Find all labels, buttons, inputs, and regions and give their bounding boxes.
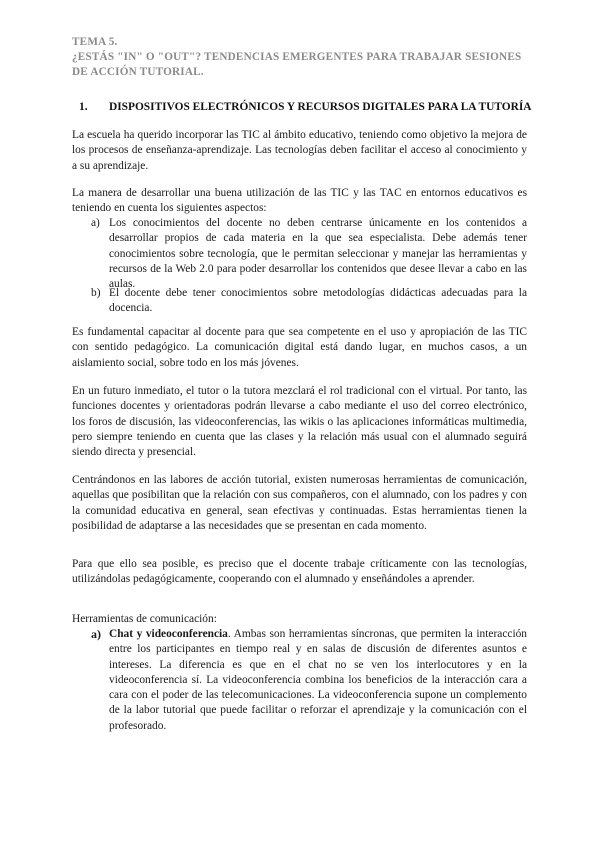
section-title: DISPOSITIVOS ELECTRÓNICOS Y RECURSOS DIGITALES PARA LA TUTORÍA	[109, 101, 532, 113]
document-header	[72, 35, 532, 80]
paragraph-competence: Es fundamental capacitar al docente para que sea competente en el uso y apropiación de las TIC con sentido pedagógico. La comunicación digital está dando lugar, en muchos casos, a un aislamiento social, sobre todo en los más jóvenes.	[72, 326, 527, 369]
tools-heading: Herramientas de comunicación:	[72, 613, 217, 625]
header-topic-title: ¿ESTÁS "IN" O "OUT"? TENDENCIAS EMERGENTES PARA TRABAJAR SESIONES DE ACCIÓN TUTORIAL.	[72, 51, 522, 78]
paragraph-tutorial-tools: Centrándonos en las labores de acción tutorial, existen numerosas herramientas de comunicación, aquellas que posibilitan que la relación con sus compañeros, con el alumnado, con los padres y con la comunidad educativa en general, sean efectivas y continuadas. Estas herramientas tienen la posibilidad de adaptarse a las necesidades que se presentan en cada momento.	[72, 474, 527, 532]
paragraph-intro: La escuela ha querido incorporar las TIC al ámbito educativo, teniendo como objetivo la mejora de los procesos de enseñanza-aprendizaje. Las tecnologías deben facilitar el acceso al conocimiento y a su aprendizaje.	[72, 129, 527, 172]
list-marker: b)	[91, 287, 101, 299]
aspect-item-a	[91, 216, 527, 292]
header-topic-number: TEMA 5.	[72, 36, 118, 48]
tool-term: Chat y videoconferencia	[109, 628, 228, 640]
paragraph-future: En un futuro inmediato, el tutor o la tutora mezclará el rol tradicional con el virtual. Por tanto, las funciones docentes y orientadoras podrán llevarse a cabo mediante el uso del correo electrónico, los foros de discusión, las videoconferencias, las wikis o las aplicaciones informáticas multimedia, pero siempre teniendo en cuenta que las clases y la relación más usual con el alumnado seguirá siendo directa y presencial.	[72, 385, 527, 459]
paragraph-critical-use: Para que ello sea posible, es preciso que el docente trabaje críticamente con las tecnologías, utilizándolas pedagógicamente, cooperando con el alumnado y enseñándoles a aprender.	[72, 558, 527, 586]
aspect-item-b	[91, 286, 527, 317]
section-number: 1.	[79, 101, 88, 113]
tool-text: . Ambas son herramientas síncronas, que permiten la interacción entre los participantes en tiempo real y en salas de discusión de diferentes asuntos e intereses. La diferencia es que en el chat no se ven los interlocutores y en la videoconferencia sí. La videoconferencia combina los beneficios de la interacción cara a cara con el poder de las telecomunicaciones. La videoconferencia supone un complemento de la labor tutorial que puede facilitar o reforzar el aprendizaje y la comunicación con el profesorado.	[109, 628, 527, 732]
aspect-text: El docente debe tener conocimientos sobre metodologías didácticas adecuadas para la docencia.	[109, 287, 527, 315]
section-heading	[79, 101, 539, 113]
paragraph-aspects-intro: La manera de desarrollar una buena utilización de las TIC y las TAC en entornos educativos es teniendo en cuenta los siguientes aspectos:	[72, 187, 527, 215]
tool-description	[109, 627, 527, 734]
list-marker: a)	[91, 217, 100, 229]
list-marker: a)	[91, 627, 101, 641]
tool-item-chat	[91, 627, 527, 734]
aspect-text: Los conocimientos del docente no deben centrarse únicamente en los contenidos a desarrollar propios de cada materia en la que sea especialista. Debe además tener conocimientos sobre tecnología, que le permitan seleccionar y manejar las herramientas y recursos de la Web 2.0 para poder desarrollar los contenidos que desee llevar a cabo en las aulas.	[109, 217, 527, 291]
